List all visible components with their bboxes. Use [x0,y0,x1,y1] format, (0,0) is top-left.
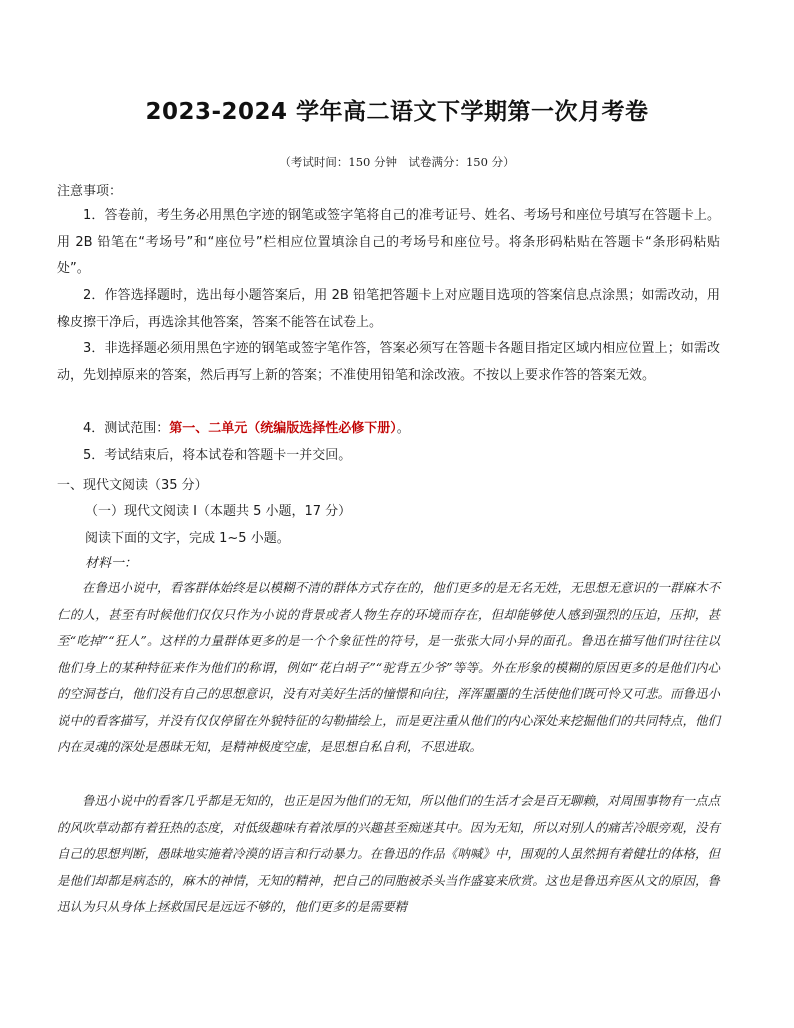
notice-item-4-prefix: 4．测试范围： [83,421,170,436]
sub-section-heading: （一）现代文阅读 I（本题共 5 小题，17 分） [85,504,352,519]
passage-paragraph-1: 在鲁迅小说中，看客群体始终是以模糊不清的群体方式存在的，他们更多的是无名无姓，无思想无意识的一群麻木不仁的人，甚至有时候他们仅仅只作为小说的背景或者人物生存的环境而存在，但却能够使人感到强烈的压迫，压抑，甚至“吃掉”“狂人”。这样的力量群体更多的是一个个象征性的符号，是一张张大同小异的面孔。鲁迅在描写他们时往往以他们身上的某种特征来作为他们的称谓，例如“花白胡子”“驼背五少爷”等等。外在形象的模糊的原因更多的是他们内心的空洞苍白，他们没有自己的思想意识，没有对美好生活的憧憬和向往，浑浑噩噩的生活使他们既可怜又可悲。而鲁迅小说中的看客描写，并没有仅仅停留在外貌特征的勾勒描绘上，而是更注重从他们的内心深处来挖掘他们的共同特点，他们内在灵魂的深处是愚昧无知，是精神极度空虚，是思想自私自利，不思进取。 [57,580,720,754]
notice-item-3: 3．非选择题必须用黑色字迹的钢笔或签字笔作答，答案必须写在答题卡各题目指定区域内相应位置上；如需改动，先划掉原来的答案，然后再写上新的答案；不准使用铅笔和涂改液。不按以上要求作答的答案无效。 [57,341,720,383]
notice-item-1: 1．答卷前，考生务必用黑色字迹的钢笔或签字笔将自己的准考证号、姓名、考场号和座位号填写在答题卡上。用 2B 铅笔在“考场号”和“座位号”栏相应位置填涂自己的考场号和座位号。将条形码粘贴在答题卡“条形码粘贴处”。 [57,208,720,276]
material-label: 材料一： [85,556,138,571]
reading-instruction: 阅读下面的文字，完成 1~5 小题。 [85,531,290,546]
notice-item-4-suffix: 。 [396,421,410,436]
notice-heading: 注意事项： [57,184,123,199]
notice-item-5: 5．考试结束后，将本试卷和答题卡一并交回。 [83,448,352,463]
section-heading: 一、现代文阅读（35 分） [57,478,208,493]
test-range: 第一、二单元（统编版选择性必修下册） [169,421,397,436]
notice-item-4 [57,416,720,443]
exam-title: 2023-2024 学年高二语文下学期第一次月考卷 [145,99,649,125]
exam-subtitle: （考试时间：150 分钟 试卷满分：150 分） [279,155,515,169]
passage-paragraph-2: 鲁迅小说中的看客几乎都是无知的，也正是因为他们的无知，所以他们的生活才会是百无聊赖，对周围事物有一点点的风吹草动都有着狂热的态度，对低级趣味有着浓厚的兴趣甚至痴迷其中。因为无知，所以对别人的痛苦冷眼旁观，没有自己的思想判断，愚昧地实施着冷漠的语言和行动暴力。在鲁迅的作品《呐喊》中，围观的人虽然拥有着健壮的体格，但是他们却都是病态的，麻木的神情，无知的精神，把自己的同胞被杀头当作盛宴来欣赏。这也是鲁迅弃医从文的原因，鲁迅认为只从身体上拯救国民是远远不够的，他们更多的是需要精 [57,793,720,914]
notice-item-2: 2．作答选择题时，选出每小题答案后，用 2B 铅笔把答题卡上对应题目选项的答案信息点涂黑；如需改动，用橡皮擦干净后，再选涂其他答案，答案不能答在试卷上。 [57,288,720,330]
